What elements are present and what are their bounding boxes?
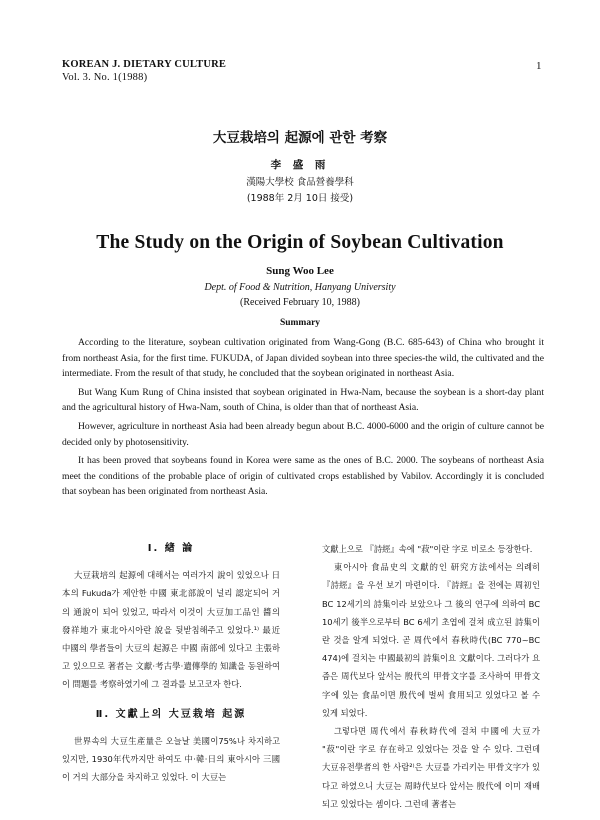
body-paragraph: 文獻上으로 『詩經』속에 "菽"이란 字로 비로소 등장한다. — [322, 544, 533, 554]
english-author: Sung Woo Lee — [266, 265, 334, 277]
summary-heading: Summary — [279, 318, 321, 328]
abstract-paragraph: According to the literature, soybean cultivation originated from Wang-Gong (B.C. 685-643) of China who brought it from northeast Asia, for the first time. FUKUDA, of Japan divided soybean into three species-the wild, the cultivated and the intermediate. From the result of that study, he concluded that the soybean originated in northeast Asia. — [62, 337, 544, 380]
page-number: 1 — [536, 60, 542, 72]
english-received-date: (Received February 10, 1988) — [240, 297, 360, 308]
korean-title: 大豆栽培의 起源에 관한 考察 — [212, 130, 388, 146]
section-heading-introduction: Ⅰ. 緖 論 — [147, 543, 195, 554]
body-paragraph: 東아시아 食品史의 文獻的인 研究方法에서는 의례히 『詩經』을 우선 보기 마련이다. 『詩經』을 전에는 周初인 BC 12세기의 詩集이라 보았으나 그 後의 연구에 의하여 BC 10세기 後半으로부터 BC 6세기 초엽에 걸쳐 成立된 詩集이란 것을 알게 되었다. 곧 周代에서 春秋時代(BC 770~BC 474)에 걸치는 中國最初의 詩集이요 文獻이다. 그러다가 요즘은 周代보다 앞서는 殷代의 甲骨文字를 조사하여 甲骨文字에 있는 食品이면 殷代에 벌써 食用되고 있었다고 볼 수 있게 되었다. — [322, 562, 540, 718]
journal-header — [62, 58, 226, 84]
body-paragraph: 世界속의 大豆生產量은 오늘날 美國이75%나 차지하고 있지만, 1930年代까지만 하여도 中·韓·日의 東아시아 三國이 거의 大部分을 차지하고 있었다. 이 大豆는 — [62, 735, 280, 783]
journal-name: KOREAN J. DIETARY CULTURE — [62, 59, 227, 70]
body-paragraph: 그렇다면 周代에서 春秋時代에 걸쳐 中國에 大豆가 "菽"이란 字로 存在하고 있었다는 것을 알 수 있다. 그런데 大豆유전學者의 한 사람²⁾은 大豆를 가리키는 甲骨文字가 있다고 하였으니 大豆는 周時代보다 앞서는 殷代에 이미 재배되고 있었다는 셈이다. 그런데 著者는 — [322, 726, 540, 809]
body-right-column — [322, 540, 540, 813]
english-affiliation: Dept. of Food & Nutrition, Hanyang University — [204, 282, 396, 293]
body-left-column — [62, 540, 280, 786]
korean-author: 李 盛 雨 — [270, 159, 330, 171]
abstract-paragraph: However, agriculture in northeast Asia had been already begun about B.C. 4000-6000 and the origin of culture cannot be decided only by photosensitivity. — [62, 420, 544, 448]
abstract-paragraph: It has been proved that soybeans found in Korea were same as the ones of B.C. 2000. The soybeans of northeast Asia meet the conditions of the probable place of origin of cultivated crops established by Vabilov. Accordingly it is concluded that soybean has been originated from northeast Asia. — [62, 455, 544, 498]
abstract-paragraph: But Wang Kum Rung of China insisted that soybean originated in Hwa-Nam, because the soybean is a short-day plant and the agricultural history of Hwa-Nam, south of China, is older than that of northeast Asia. — [62, 386, 544, 414]
section-heading-literature: Ⅱ. 文獻上의 大豆栽培 起源 — [95, 708, 247, 720]
body-paragraph: 大豆栽培의 起源에 대해서는 여러가지 說이 있었으나 日本의 Fukuda가 제안한 中國 東北部說이 널리 認定되어 거의 通說이 되어 있었고, 따라서 이것이 大豆加工品인 醬의 發祥地가 東北아시아란 說을 뒷받침해주고 있었다.¹⁾ 最近 中國의 學者들이 大豆의 起源은 中國 南部에 있다고 主張하고 있으므로 著者는 文獻·考古學·遺傳學的 知識을 동원하여 이 問題를 考察하였기에 그 결과를 보고코자 한다. — [62, 570, 280, 690]
korean-affiliation: 漢陽大學校 食品營養學科 — [246, 177, 354, 188]
journal-volume: Vol. 3. No. 1(1988) — [62, 72, 148, 83]
korean-received-date: (1988年 2月 10日 接受) — [246, 193, 354, 204]
abstract — [62, 335, 544, 503]
english-title: The Study on the Origin of Soybean Cultivation — [96, 232, 504, 253]
